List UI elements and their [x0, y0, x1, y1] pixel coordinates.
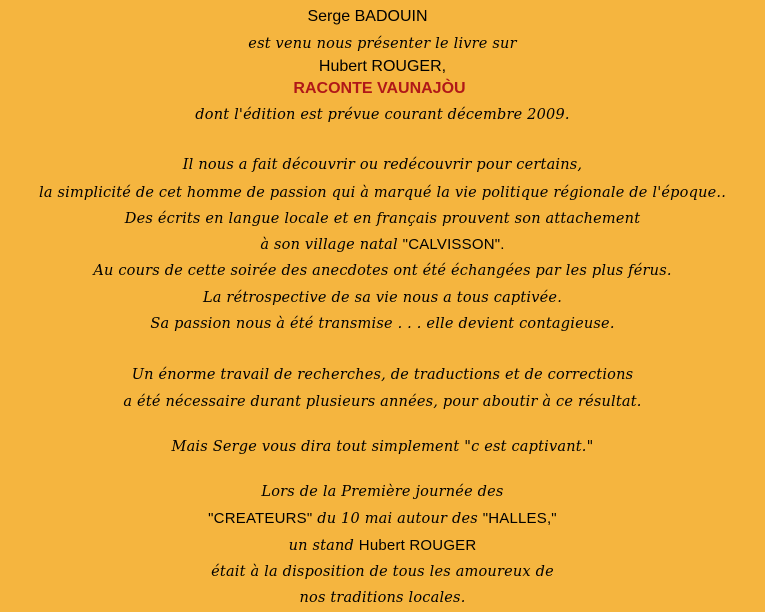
text-line: Des écrits en langue locale et en français prouvent son attachement — [124, 211, 641, 227]
text-fragment: un stand — [288, 538, 354, 554]
event-name: "CREATEURS" — [208, 510, 313, 527]
text-line — [0, 236, 765, 253]
text-line: Sa passion nous à été transmise . . . elle devient contagieuse. — [150, 316, 615, 332]
village-name: "CALVISSON". — [402, 236, 505, 253]
text-line: était à la disposition de tous les amoureux de — [211, 564, 554, 580]
text-line — [0, 537, 765, 554]
book-title: RACONTE VAUNAJÒU — [293, 80, 466, 97]
text-line: dont l'édition est prévue courant décembre 2009. — [195, 107, 570, 123]
text-fragment: du 10 mai autour des — [317, 511, 478, 527]
text-line — [0, 510, 765, 527]
text-line: Mais Serge vous dira tout simplement "c est captivant." — [171, 439, 594, 455]
text-line: Il nous a fait découvrir ou redécouvrir pour certains, — [182, 157, 583, 173]
text-line: la simplicité de cet homme de passion qui à marqué la vie politique régionale de l'époque.. — [38, 185, 727, 201]
text-line: Lors de la Première journée des — [261, 484, 504, 500]
venue-name: "HALLES," — [482, 510, 557, 527]
subject-name: Hubert ROUGER, — [318, 58, 447, 75]
text-fragment: à son village natal — [260, 237, 398, 253]
text-line: Au cours de cette soirée des anecdotes ont été échangées par les plus férus. — [93, 263, 672, 279]
text-line: nos traditions locales. — [299, 590, 466, 606]
author-name: Serge BADOUIN — [307, 8, 428, 25]
text-line: est venu nous présenter le livre sur — [248, 36, 517, 52]
text-line: Un énorme travail de recherches, de traductions et de corrections — [131, 367, 634, 383]
text-line: La rétrospective de sa vie nous a tous captivée. — [202, 290, 563, 306]
text-line: a été nécessaire durant plusieurs années, pour aboutir à ce résultat. — [123, 394, 642, 410]
stand-name: Hubert ROUGER — [358, 537, 477, 554]
